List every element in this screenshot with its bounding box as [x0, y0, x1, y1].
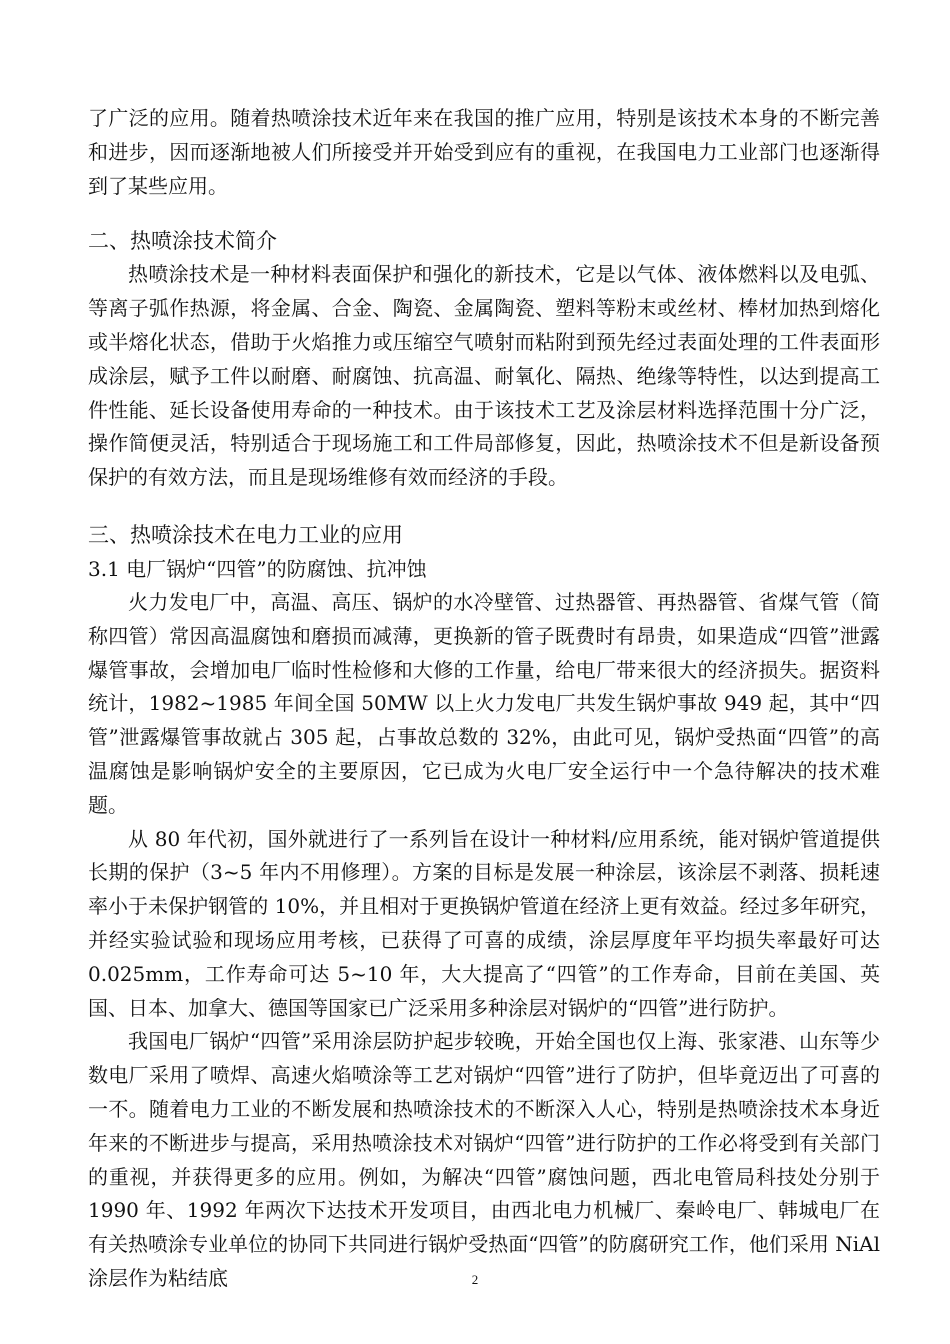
- document-page: [88, 102, 880, 1296]
- section-3-paragraph-1: 火力发电厂中，高温、高压、锅炉的水冷壁管、过热器管、再热器管、省煤气管（简称四管）常因高温腐蚀和磨损而减薄，更换新的管子既费时有昂贵，如果造成“四管”泄露爆管事故，会增加电厂临时性检修和大修的工作量，给电厂带来很大的经济损失。据资料统计，1982~1985 年间全国 50MW 以上火力发电厂共发生锅炉事故 949 起，其中“四管”泄露爆管事故就占 305 起，占事故总数的 32%，由此可见，锅炉受热面“四管”的高温腐蚀是影响锅炉安全的主要原因，它已成为火电厂安全运行中一个急待解决的技术难题。: [88, 589, 880, 817]
- section-3-paragraph-2: 从 80 年代初，国外就进行了一系列旨在设计一种材料/应用系统，能对锅炉管道提供长期的保护（3~5 年内不用修理）。方案的目标是发展一种涂层，该涂层不剥落、损耗速率小于未保护钢管的 10%，并且相对于更换锅炉管道在经济上更有效益。经过多年研究，并经实验试验和现场应用考核，已获得了可喜的成绩，涂层厚度年平均损失率最好可达 0.025mm，工作寿命可达 5~10 年，大大提高了“四管”的工作寿命，目前在美国、英国、日本、加拿大、德国等国家已广泛采用多种涂层对锅炉的“四管”进行防护。: [88, 826, 880, 1020]
- page-number: 2: [471, 1272, 479, 1287]
- section-3-heading: 三、热喷涂技术在电力工业的应用: [88, 522, 403, 547]
- subsection-3-1-heading: 3.1 电厂锅炉“四管”的防腐蚀、抗冲蚀: [88, 556, 427, 581]
- section-2-heading: 二、热喷涂技术简介: [88, 229, 277, 254]
- intro-paragraph: 了广泛的应用。随着热喷涂技术近年来在我国的推广应用，特别是该技术本身的不断完善和进步，因而逐渐地被人们所接受并开始受到应有的重视，在我国电力工业部门也逐渐得到了某些应用。: [88, 106, 880, 198]
- section-3-paragraph-3: 我国电厂锅炉“四管”采用涂层防护起步较晚，开始全国也仅上海、张家港、山东等少数电厂采用了喷焊、高速火焰喷涂等工艺对锅炉“四管”进行了防护，但毕竟迈出了可喜的一不。随着电力工业的不断发展和热喷涂技术的不断深入人心，特别是热喷涂技术本身近年来的不断进步与提高，采用热喷涂技术对锅炉“四管”进行防护的工作必将受到有关部门的重视，并获得更多的应用。例如，为解决“四管”腐蚀问题，西北电管局科技处分别于 1990 年、1992 年两次下达技术开发项目，由西北电力机械厂、秦岭电厂、韩城电厂在有关热喷涂专业单位的协同下共同进行锅炉受热面“四管”的防腐研究工作，他们采用 NiAl 涂层作为粘结底: [88, 1029, 880, 1290]
- section-2-paragraph: 热喷涂技术是一种材料表面保护和强化的新技术，它是以气体、液体燃料以及电弧、等离子弧作热源，将金属、合金、陶瓷、金属陶瓷、塑料等粉末或丝材、棒材加热到熔化或半熔化状态，借助于火焰推力或压缩空气喷射而粘附到预先经过表面处理的工件表面形成涂层，赋予工件以耐磨、耐腐蚀、抗高温、耐氧化、隔热、绝缘等特性，以达到提高工件性能、延长设备使用寿命的一种技术。由于该技术工艺及涂层材料选择范围十分广泛，操作简便灵活，特别适合于现场施工和工件局部修复，因此，热喷涂技术不但是新设备预保护的有效方法，而且是现场维修有效而经济的手段。: [88, 262, 880, 490]
